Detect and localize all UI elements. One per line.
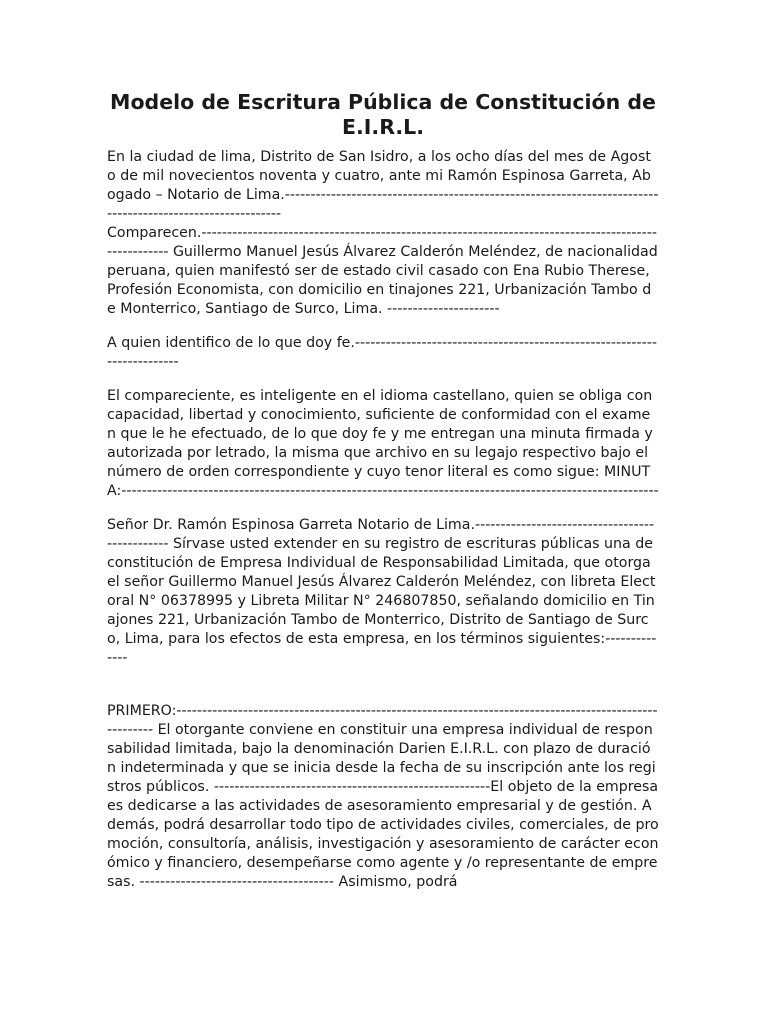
document-title: Modelo de Escritura Pública de Constitución de E.I.R.L. <box>110 90 656 139</box>
paragraph-senor-notario: Señor Dr. Ramón Espinosa Garreta Notario de Lima.----------------------------------------------- Sírvase usted extender en su registro de escrituras públicas una de constitución de Empresa Individual de Responsabilidad Limitada, que otorga el señor Guillermo Manuel Jesús Álvarez Calderón Meléndez, con libreta Electoral N° 06378995 y Libreta Militar N° 246807850, señalando domicilio en Tinajones 221, Urbanización Tambo de Monterrico, Distrito de Santiago de Surco, Lima, para los efectos de esta empresa, en los términos siguientes:-------------- <box>107 517 657 666</box>
paragraph-spacer <box>107 501 659 516</box>
paragraph-intro: En la ciudad de lima, Distrito de San Isidro, a los ocho días del mes de Agosto de mil novecientos noventa y cuatro, ante mi Ramón Espinosa Garreta, Abogado – Notario de Lima.----------------------------------------------------------------------------------------------------------- <box>107 149 659 222</box>
paragraph-spacer <box>107 319 659 334</box>
paragraph-spacer <box>107 372 659 387</box>
paragraph-identifico: A quien identifico de lo que doy fe.------------------------------------------------------------------------- <box>107 335 657 370</box>
paragraph-compareciente: El compareciente, es inteligente en el idioma castellano, quien se obliga con capacidad, libertad y conocimiento, suficiente de conformidad con el examen que le he efectuado, de lo que doy fe y me entregan una minuta firmada y autorizada por letrado, la misma que archivo en su legajo respectivo bajo el número de orden correspondiente y cuyo tenor literal es como sigue: MINUTA:--------------------------------------------------------------------------------------------------------- <box>107 388 659 499</box>
paragraph-spacer <box>107 668 659 702</box>
paragraph-comparecen: Comparecen.----------------------------------------------------------------------------------------------------- Guillermo Manuel Jesús Álvarez Calderón Meléndez, de nacionalidad peruana, quien manifestó ser de estado civil casado con Ena Rubio Therese, Profesión Economista, con domicilio en tinajones 221, Urbanización Tambo de Monterrico, Santiago de Surco, Lima. ---------------------- <box>107 225 658 317</box>
paragraph-primero: PRIMERO:------------------------------------------------------------------------------------------------------- El otorgante conviene en constituir una empresa individual de responsabilidad limitada, bajo la denominación Darien E.I.R.L. con plazo de duración indeterminada y que se inicia desde la fecha de su inscripción ante los registros públicos. ------------------------------------------------------El objeto de la empresa es dedicarse a las actividades de asesoramiento empresarial y de gestión. Además, podrá desarrollar todo tipo de actividades civiles, comerciales, de promoción, consultoría, análisis, investigación y asesoramiento de carácter económico y financiero, desempeñarse como agente y /o representante de empresas. -------------------------------------- Asimismo, podrá <box>107 703 659 890</box>
document-page <box>107 90 659 892</box>
